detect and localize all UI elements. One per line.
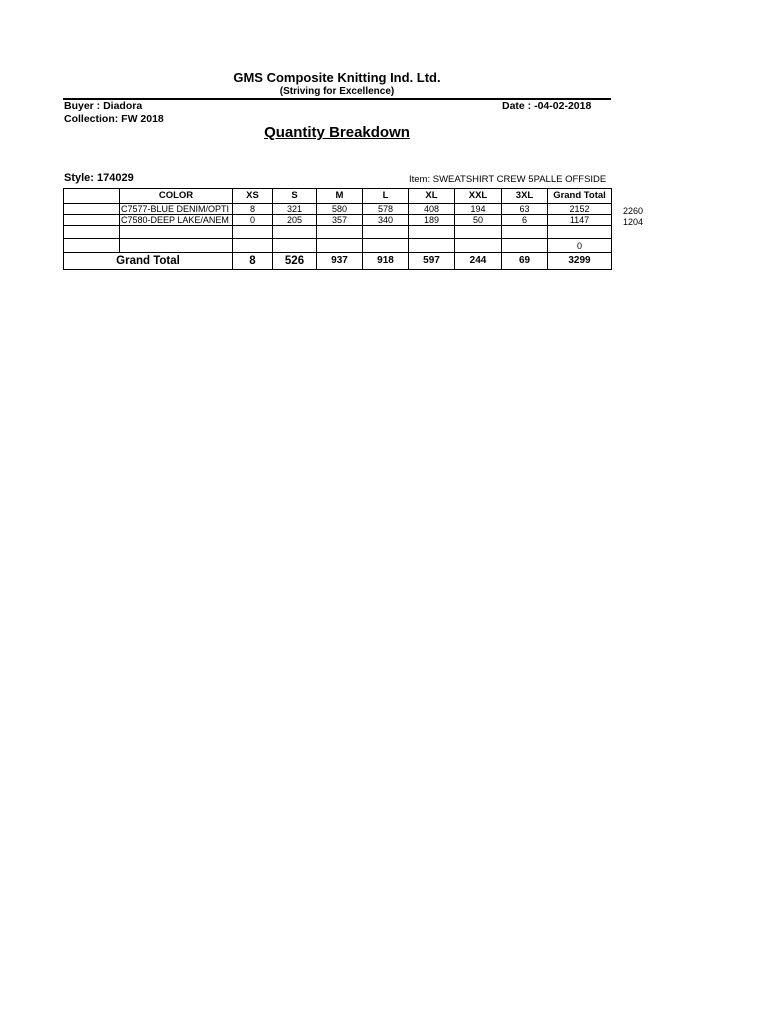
grand-total-xs: 8	[233, 253, 273, 270]
grand-total-m: 937	[317, 253, 363, 270]
l-cell: 340	[363, 215, 409, 226]
s-cell: 205	[273, 215, 317, 226]
s-cell: 321	[273, 204, 317, 215]
header-divider	[63, 98, 611, 100]
style-number: Style: 174029	[64, 172, 134, 184]
grand-total-sum: 3299	[548, 253, 612, 270]
side-total-value: 1204	[623, 217, 644, 227]
header-m: M	[317, 189, 363, 204]
color-cell: C7580-DEEP LAKE/ANEM	[120, 215, 233, 226]
grand-total-l: 918	[363, 253, 409, 270]
xxl-cell: 194	[455, 204, 502, 215]
side-total-value: 2260	[623, 206, 644, 216]
grand-total-3xl: 69	[502, 253, 548, 270]
quantity-table	[63, 188, 612, 270]
header-color: COLOR	[120, 189, 233, 204]
company-tagline: (Striving for Excellence)	[279, 86, 395, 97]
header-blank-cell	[64, 189, 120, 204]
grand-total-label: Grand Total	[64, 253, 233, 270]
table-row	[64, 215, 612, 226]
header-xxl: XXL	[455, 189, 502, 204]
grand-total-s: 526	[273, 253, 317, 270]
xl-cell: 189	[409, 215, 455, 226]
empty-row	[64, 239, 612, 253]
row-total-cell: 1147	[548, 215, 612, 226]
grand-total-xxl: 244	[455, 253, 502, 270]
header-xl: XL	[409, 189, 455, 204]
grand-total-xl: 597	[409, 253, 455, 270]
m-cell: 580	[317, 204, 363, 215]
buyer-label: Buyer : Diadora	[64, 100, 143, 112]
3xl-cell: 6	[502, 215, 548, 226]
table-header-row	[64, 189, 612, 204]
document-title: Quantity Breakdown	[264, 124, 410, 141]
grand-total-row	[64, 253, 612, 270]
3xl-cell: 63	[502, 204, 548, 215]
collection-label: Collection: FW 2018	[64, 113, 164, 125]
row-blank-cell	[64, 215, 120, 226]
row-total-cell: 0	[548, 239, 612, 253]
table-row	[64, 204, 612, 215]
xs-cell: 8	[233, 204, 273, 215]
m-cell: 357	[317, 215, 363, 226]
company-name: GMS Composite Knitting Ind. Ltd.	[233, 70, 441, 85]
item-description: Item: SWEATSHIRT CREW 5PALLE OFFSIDE	[409, 174, 607, 185]
header-grand-total: Grand Total	[548, 189, 612, 204]
header-3xl: 3XL	[502, 189, 548, 204]
header-l: L	[363, 189, 409, 204]
l-cell: 578	[363, 204, 409, 215]
header-s: S	[273, 189, 317, 204]
xs-cell: 0	[233, 215, 273, 226]
xxl-cell: 50	[455, 215, 502, 226]
color-cell: C7577-BLUE DENIM/OPTI	[120, 204, 233, 215]
empty-row	[64, 226, 612, 239]
header-xs: XS	[233, 189, 273, 204]
row-blank-cell	[64, 204, 120, 215]
row-total-cell: 2152	[548, 204, 612, 215]
xl-cell: 408	[409, 204, 455, 215]
date-label: Date : -04-02-2018	[502, 100, 592, 112]
